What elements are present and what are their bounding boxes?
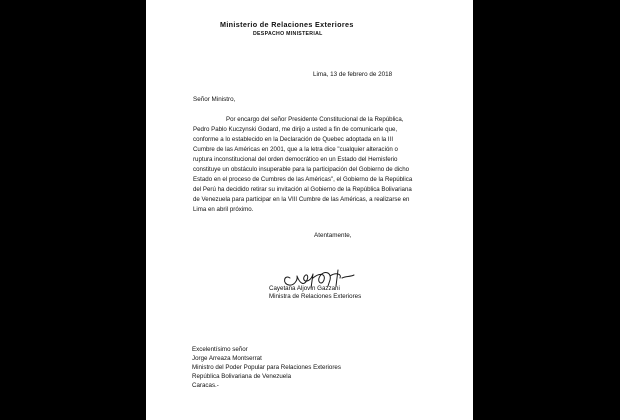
body-line: Cumbre de las Américas en 2001, que a la letra dice "cualquier alteración o xyxy=(193,146,398,153)
recipient-line: Excelentísimo señor xyxy=(192,346,248,353)
body-line: del Perú ha decidido retirar su invitación al Gobierno de la República Bolivariana xyxy=(193,186,412,193)
body-line: constituye un obstáculo insuperable para la participación del Gobierno de dicho xyxy=(193,166,410,173)
recipient-line: República Bolivariana de Venezuela xyxy=(192,373,292,380)
recipient-line: Caracas.- xyxy=(192,382,219,389)
signatory-title: Ministra de Relaciones Exteriores xyxy=(269,293,362,300)
letterhead-ministry: Ministerio de Relaciones Exteriores xyxy=(220,20,354,29)
body-line: conforme a lo establecido en la Declaración de Quebec adoptada en la III xyxy=(193,136,394,143)
letter-date: Lima, 13 de febrero de 2018 xyxy=(313,71,393,78)
body-line: Pedro Pablo Kuczynski Godard, me dirijo a usted a fin de comunicarle que, xyxy=(193,126,398,133)
body-line: Estado en el proceso de Cumbres de las Américas", el Gobierno de la República xyxy=(193,176,413,183)
signatory-name: Cayetana Aljovín Gazzani xyxy=(269,285,340,292)
recipient-line: Ministro del Poder Popular para Relaciones Exteriores xyxy=(192,364,341,371)
body-line: de Venezuela para participar en la VIII Cumbre de las Américas, a realizarse en xyxy=(193,196,410,203)
body-line: Por encargo del señor Presidente Constitucional de la República, xyxy=(226,116,404,123)
body-line: Lima en abril próximo. xyxy=(193,206,254,213)
closing: Atentamente, xyxy=(314,232,352,239)
recipient-line: Jorge Arreaza Montserrat xyxy=(192,355,262,362)
letterhead-office: DESPACHO MINISTERIAL xyxy=(253,31,323,37)
salutation: Señor Ministro, xyxy=(193,96,236,103)
body-line: ruptura inconstitucional del orden democrático en un Estado del Hemisferio xyxy=(193,156,398,163)
